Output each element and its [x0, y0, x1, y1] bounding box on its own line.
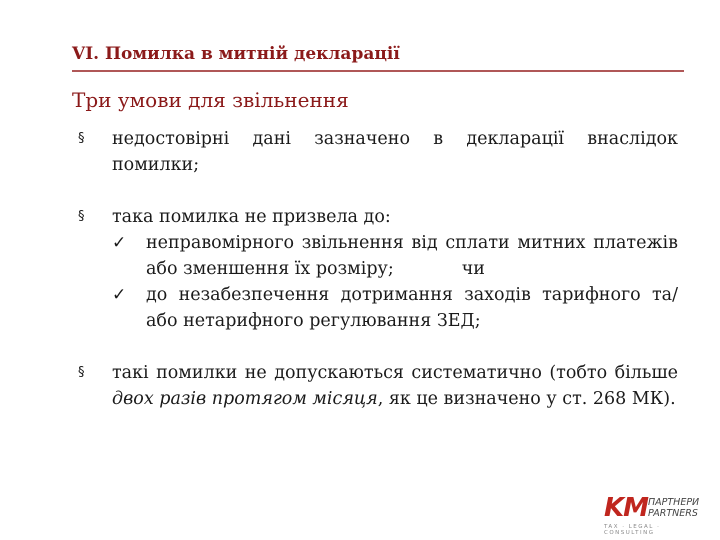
- bullet-text-end: , як це визначено у ст. 268 МК).: [377, 389, 676, 409]
- bullet-marker-icon: §: [78, 209, 85, 224]
- bullet-item-2: [72, 204, 678, 334]
- bullet-text-emphasis: двох разів протягом місяця: [112, 389, 378, 409]
- sub-item-text: неправомірного звільнення від сплати митних платежів або зменшення їх розміру;: [146, 233, 678, 279]
- logo-text-ua: ПАРТНЕРИ: [648, 497, 700, 508]
- slide-header: [72, 40, 684, 72]
- bullet-text: недостовірні дані зазначено в декларації внаслідок помилки;: [112, 129, 678, 175]
- logo-text-en: PARTNERS: [648, 508, 698, 519]
- sub-item-suffix: чи: [461, 259, 485, 279]
- bullet-marker-icon: §: [78, 131, 85, 146]
- header-divider: [72, 70, 684, 72]
- sub-item-2: [112, 282, 678, 334]
- bullet-marker-icon: §: [78, 365, 85, 380]
- bullet-text: така помилка не призвела до:: [112, 207, 391, 227]
- sub-item-text: до незабезпечення дотримання заходів тарифного та/або нетарифного регулювання ЗЕД;: [146, 285, 678, 331]
- logo-tagline: TAX · LEGAL · CONSULTING: [604, 524, 661, 536]
- section-title: VI. Помилка в митній декларації: [72, 44, 400, 64]
- sub-item-1: [112, 230, 678, 282]
- bullet-item-1: [72, 126, 678, 178]
- checkmark-icon: ✓: [112, 233, 127, 253]
- bullet-text: такі помилки не допускаються систематично (тобто більше: [112, 363, 678, 383]
- slide-subtitle: Три умови для звільнення: [72, 88, 349, 112]
- company-logo: [604, 494, 704, 534]
- checkmark-icon: ✓: [112, 285, 127, 305]
- logo-mark: KM: [604, 493, 649, 523]
- bullet-list: [72, 126, 678, 438]
- bullet-item-3: [72, 360, 678, 412]
